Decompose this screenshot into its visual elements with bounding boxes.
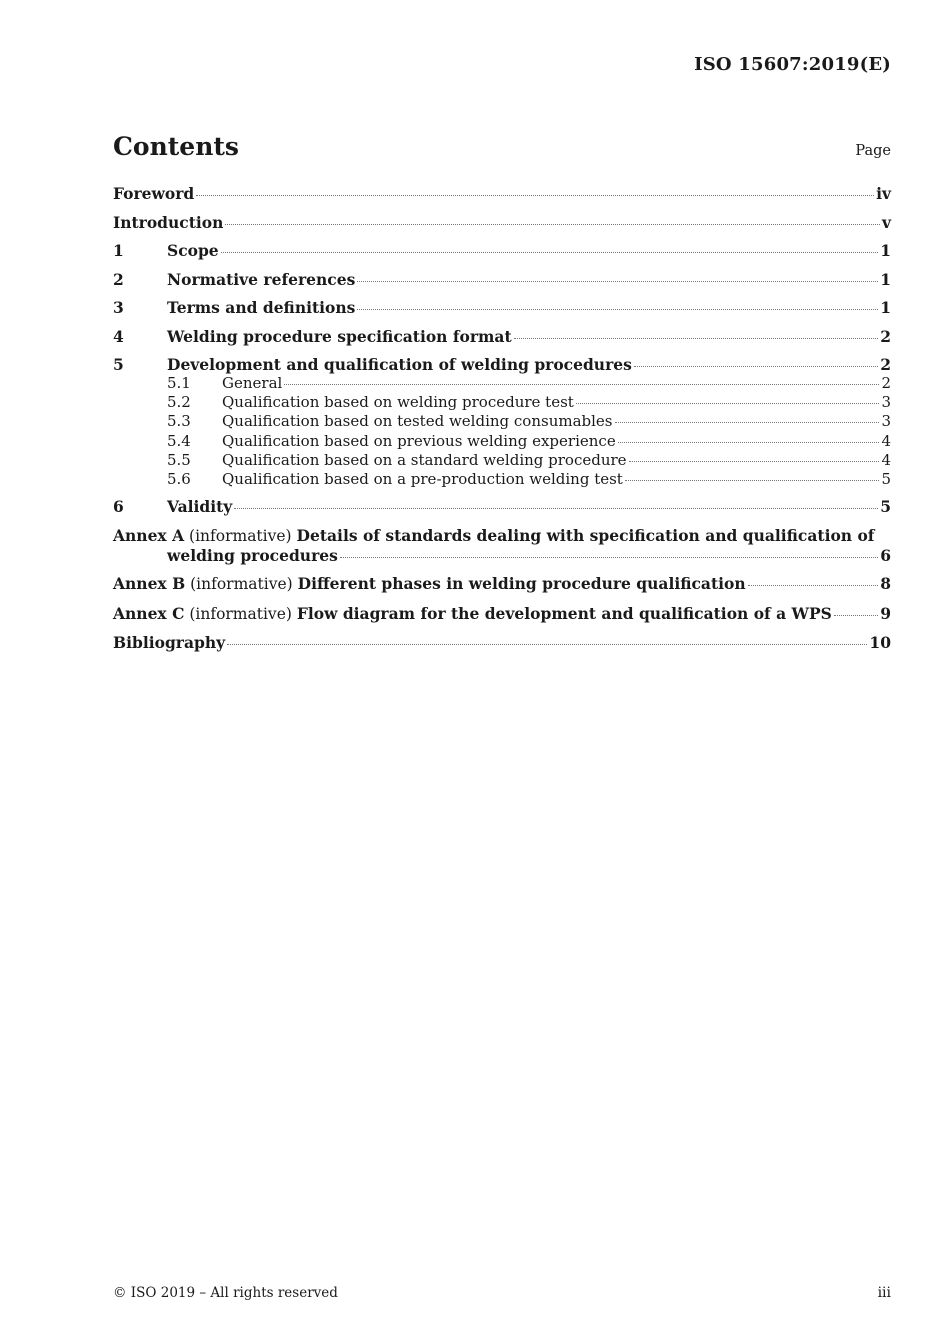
- dot-leader: [625, 480, 880, 481]
- toc-entry-bibliography[interactable]: [113, 633, 891, 662]
- toc-subentry-number: 5.6: [167, 470, 191, 489]
- dot-leader: [221, 252, 879, 253]
- toc-entry-normative-references[interactable]: [113, 270, 891, 299]
- toc-entry-annex-b[interactable]: [113, 574, 891, 594]
- toc-subentry-page: 3: [881, 412, 891, 431]
- toc-subentry[interactable]: [113, 393, 891, 412]
- toc-entry-number: 2: [113, 269, 124, 289]
- annex-type: (informative): [189, 526, 292, 545]
- toc-entry-introduction[interactable]: [113, 213, 891, 242]
- dot-leader: [748, 585, 879, 586]
- toc-entry-title: Normative references: [167, 269, 356, 289]
- toc-entry-title: Bibliography: [113, 633, 226, 653]
- toc-entry-page: v: [881, 212, 891, 232]
- toc-entry-title: Validity: [167, 497, 233, 517]
- dot-leader: [615, 422, 880, 423]
- toc-entry-title: Foreword: [113, 184, 195, 203]
- toc-subentry-number: 5.5: [167, 450, 191, 469]
- annex-title: Different phases in welding procedure qualification: [297, 574, 746, 594]
- toc-entry-number: 3: [113, 298, 124, 317]
- toc-subentry-title: Qualification based on previous welding experience: [222, 431, 616, 450]
- toc-entry-validity[interactable]: [113, 497, 891, 526]
- toc-subentry-title: Qualification based on a pre-production welding test: [222, 470, 623, 489]
- toc-entry-page: 6: [880, 545, 891, 565]
- toc-entry-title: Terms and definitions: [167, 298, 356, 317]
- dot-leader: [618, 442, 880, 443]
- annex-label: Annex A: [113, 525, 185, 545]
- toc-entry-title: Scope: [167, 241, 219, 260]
- toc-entry-page: 10: [869, 633, 891, 653]
- toc-entry-annex-a[interactable]: [113, 526, 891, 565]
- toc-subentry-number: 5.2: [167, 393, 191, 412]
- toc-subentry-page: 5: [881, 470, 891, 489]
- toc-entry-title: Introduction: [113, 212, 224, 232]
- toc-entry-foreword[interactable]: [113, 184, 891, 213]
- toc-entry-scope[interactable]: [113, 241, 891, 270]
- toc-subentry-page: 4: [881, 450, 891, 469]
- copyright-notice: © ISO 2019 – All rights reserved: [113, 1285, 338, 1301]
- table-of-contents: [113, 184, 891, 662]
- dot-leader: [514, 338, 879, 339]
- toc-entry-wps-format[interactable]: [113, 327, 891, 356]
- toc-entry-page: 1: [880, 298, 891, 317]
- toc-entry-page: 8: [880, 574, 891, 594]
- toc-subentry-title: General: [222, 374, 283, 392]
- toc-subentry-title: Qualification based on welding procedure test: [222, 393, 574, 412]
- toc-subentry-page: 3: [881, 393, 891, 412]
- toc-entry-number: 6: [113, 497, 124, 517]
- toc-subentry-page: 4: [881, 431, 891, 450]
- toc-entry-page: 2: [880, 355, 891, 374]
- toc-subsection-list: [113, 374, 891, 489]
- toc-entry-development-and-qualification[interactable]: [113, 355, 891, 374]
- toc-subentry-title: Qualification based on a standard welding procedure: [222, 450, 627, 469]
- toc-entry-title: Development and qualification of welding procedures: [167, 355, 632, 374]
- dot-leader: [357, 281, 878, 282]
- toc-entry-page: 1: [880, 269, 891, 289]
- toc-subentry[interactable]: [113, 374, 891, 393]
- toc-entry-annex-c[interactable]: [113, 604, 891, 624]
- dot-leader: [225, 224, 880, 225]
- toc-entry-number: 4: [113, 326, 124, 346]
- contents-heading: Contents: [113, 132, 240, 161]
- toc-subentry-title: Qualification based on tested welding consumables: [222, 412, 613, 431]
- toc-subentry-number: 5.1: [167, 374, 191, 392]
- toc-subentry[interactable]: [113, 451, 891, 470]
- toc-subentry[interactable]: [113, 432, 891, 451]
- annex-label: Annex C: [113, 603, 185, 623]
- toc-subentry-number: 5.3: [167, 412, 191, 431]
- page-number: iii: [877, 1285, 891, 1301]
- dot-leader: [634, 366, 878, 367]
- dot-leader: [357, 309, 878, 310]
- annex-type: (informative): [190, 575, 293, 594]
- toc-entry-page: 2: [880, 326, 891, 346]
- annex-title: Details of standards dealing with specification and qualification of: [296, 525, 875, 545]
- toc-entry-title: Welding procedure specification format: [167, 326, 512, 346]
- dot-leader: [834, 615, 878, 616]
- page-column-label: Page: [855, 143, 891, 159]
- annex-label: Annex B: [113, 574, 186, 594]
- toc-entry-number: 5: [113, 355, 124, 374]
- document-id: ISO 15607:2019(E): [694, 54, 891, 75]
- toc-subentry-number: 5.4: [167, 431, 191, 450]
- toc-entry-page: iv: [876, 184, 891, 203]
- dot-leader: [196, 195, 874, 196]
- annex-type: (informative): [189, 604, 292, 623]
- dot-leader: [340, 557, 878, 558]
- toc-entry-page: 1: [880, 241, 891, 260]
- annex-title: Flow diagram for the development and qualification of a WPS: [296, 603, 832, 623]
- toc-entry-terms-and-definitions[interactable]: [113, 298, 891, 327]
- toc-entry-page: 5: [880, 497, 891, 517]
- dot-leader: [234, 508, 878, 509]
- dot-leader: [227, 644, 867, 645]
- toc-subentry-page: 2: [881, 374, 891, 392]
- annex-title-continued: welding procedures: [167, 545, 338, 565]
- dot-leader: [284, 384, 879, 385]
- toc-subentry[interactable]: [113, 412, 891, 431]
- toc-subentry[interactable]: [113, 470, 891, 489]
- dot-leader: [576, 403, 880, 404]
- toc-entry-page: 9: [880, 603, 891, 623]
- dot-leader: [629, 461, 880, 462]
- toc-entry-number: 1: [113, 241, 124, 260]
